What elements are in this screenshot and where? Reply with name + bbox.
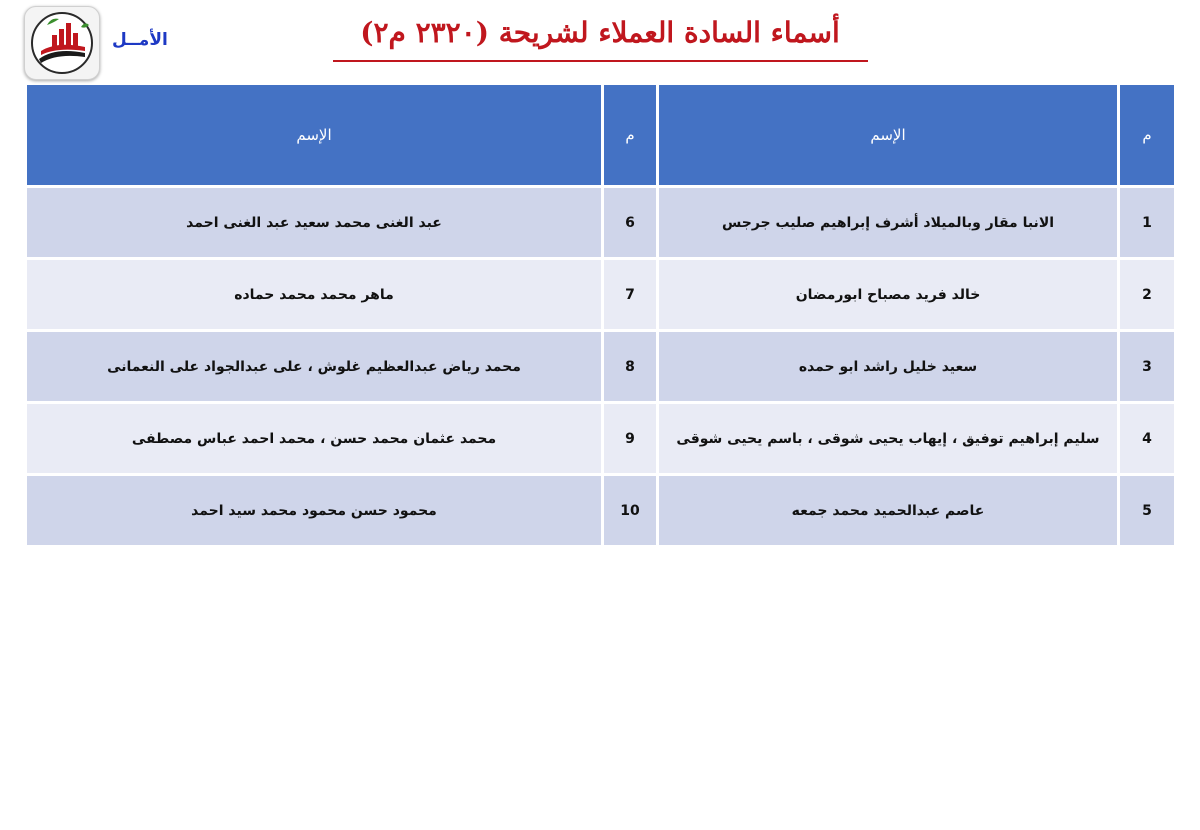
client-number: 3 [1120, 332, 1174, 401]
table-row [27, 404, 1174, 473]
header-num-left: م [604, 85, 656, 185]
client-number: 10 [604, 476, 656, 545]
client-name: سعيد خليل راشد ابو حمده [659, 332, 1117, 401]
client-name: خالد فريد مصباح ابورمضان [659, 260, 1117, 329]
client-name: محمد رياض عبدالعظيم غلوش ، على عبدالجواد على النعمانى [27, 332, 601, 401]
table-row [27, 260, 1174, 329]
client-name: سليم إبراهيم توفيق ، إيهاب يحيى شوقى ، باسم يحيى شوقى [659, 404, 1117, 473]
table-row [27, 332, 1174, 401]
client-number: 2 [1120, 260, 1174, 329]
client-number: 9 [604, 404, 656, 473]
client-number: 4 [1120, 404, 1174, 473]
table-header-row [27, 85, 1174, 185]
company-logo [24, 6, 100, 80]
client-number: 7 [604, 260, 656, 329]
clients-table [24, 82, 1177, 548]
header-name-right: الإسم [659, 85, 1117, 185]
client-number: 5 [1120, 476, 1174, 545]
client-number: 6 [604, 188, 656, 257]
client-name: عاصم عبدالحميد محمد جمعه [659, 476, 1117, 545]
header-name-left: الإسم [27, 85, 601, 185]
client-number: 1 [1120, 188, 1174, 257]
title-underline [333, 60, 868, 62]
brand-name: الأمــل [112, 30, 168, 50]
table-row [27, 476, 1174, 545]
client-number: 8 [604, 332, 656, 401]
table-row [27, 188, 1174, 257]
client-name: محمود حسن محمود محمد سيد احمد [27, 476, 601, 545]
client-name: ماهر محمد محمد حماده [27, 260, 601, 329]
client-name: محمد عثمان محمد حسن ، محمد احمد عباس مصطفى [27, 404, 601, 473]
header-num-right: م [1120, 85, 1174, 185]
client-name: عبد الغنى محمد سعيد عبد الغنى احمد [27, 188, 601, 257]
client-name: الانبا مقار وبالميلاد أشرف إبراهيم صليب جرجس [659, 188, 1117, 257]
page-title: أسماء السادة العملاء لشريحة (٢٣٢٠ م٢) [360, 16, 840, 49]
